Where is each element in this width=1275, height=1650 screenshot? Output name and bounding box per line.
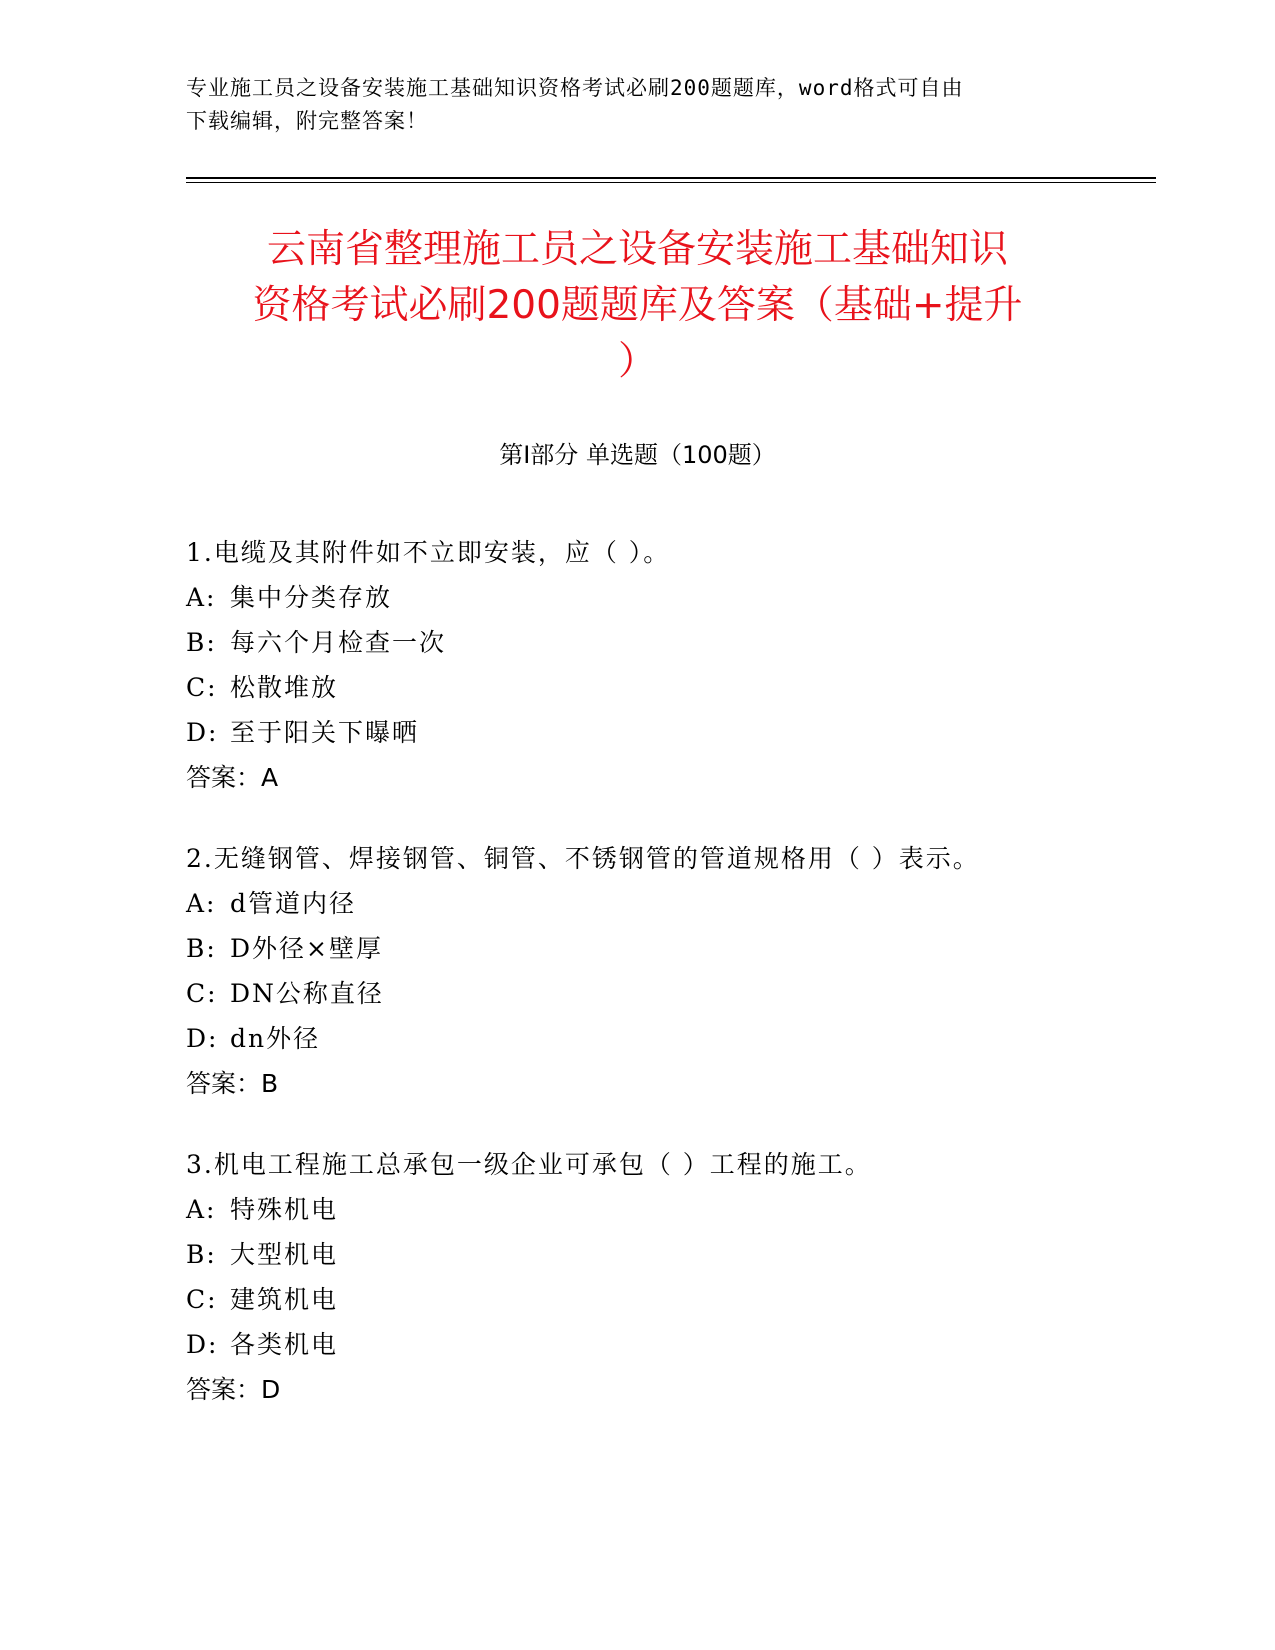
option-text: 每六个月检查一次 (230, 628, 447, 657)
option-text: D外径×壁厚 (230, 934, 383, 963)
question-answer: 答案：A (186, 763, 279, 792)
option-c (186, 1277, 1146, 1322)
option-key: C: (186, 673, 218, 702)
option-c (186, 665, 1146, 710)
question-answer: 答案：D (186, 1375, 281, 1404)
option-b (186, 1232, 1146, 1277)
section-heading: 第Ⅰ部分 单选题（100题） (499, 441, 776, 469)
header-divider-thick (186, 177, 1156, 179)
question-item (186, 836, 1146, 1106)
option-a (186, 881, 1146, 926)
question-stem: 3.机电工程施工总承包一级企业可承包（ ）工程的施工。 (186, 1150, 872, 1179)
option-key: A: (186, 1195, 217, 1224)
option-text: 各类机电 (230, 1330, 339, 1359)
option-key: D: (186, 1024, 219, 1053)
question-answer: 答案：B (186, 1069, 279, 1098)
option-key: A: (186, 583, 217, 612)
option-d (186, 1016, 1146, 1061)
option-d (186, 710, 1146, 755)
option-text: 集中分类存放 (230, 583, 393, 612)
question-stem: 1.电缆及其附件如不立即安装，应（ ）。 (186, 538, 671, 567)
option-text: dn外径 (230, 1024, 321, 1053)
option-text: 大型机电 (230, 1240, 339, 1269)
header-note-line-2: 下载编辑，附完整答案！ (186, 109, 428, 133)
header-note-line-1: 专业施工员之设备安装施工基础知识资格考试必刷200题题库，word格式可自由 (186, 76, 964, 100)
option-text: 至于阳关下曝晒 (230, 718, 420, 747)
option-key: B: (186, 1240, 217, 1269)
header-divider-thin (186, 182, 1156, 183)
option-key: B: (186, 934, 217, 963)
header-note (186, 72, 1086, 138)
question-item (186, 530, 1146, 800)
option-a (186, 575, 1146, 620)
document-title-line-1: 云南省整理施工员之设备安装施工基础知识 (266, 227, 1008, 272)
option-b (186, 620, 1146, 665)
option-text: d管道内径 (230, 889, 357, 918)
option-key: C: (186, 1285, 218, 1314)
option-a (186, 1187, 1146, 1232)
option-text: 建筑机电 (230, 1285, 339, 1314)
document-title-line-3: ） (617, 339, 657, 384)
option-text: 特殊机电 (230, 1195, 339, 1224)
option-text: 松散堆放 (230, 673, 339, 702)
question-list (186, 530, 1146, 1448)
option-key: B: (186, 628, 217, 657)
option-b (186, 926, 1146, 971)
option-key: D: (186, 1330, 219, 1359)
question-item (186, 1142, 1146, 1412)
option-text: DN公称直径 (230, 979, 384, 1008)
option-key: A: (186, 889, 217, 918)
document-title-line-2: 资格考试必刷200题题库及答案（基础+提升 (252, 283, 1023, 328)
question-stem: 2.无缝钢管、焊接钢管、铜管、不锈钢管的管道规格用（ ）表示。 (186, 844, 980, 873)
option-key: C: (186, 979, 218, 1008)
option-key: D: (186, 718, 219, 747)
option-c (186, 971, 1146, 1016)
document-title (160, 222, 1115, 390)
option-d (186, 1322, 1146, 1367)
